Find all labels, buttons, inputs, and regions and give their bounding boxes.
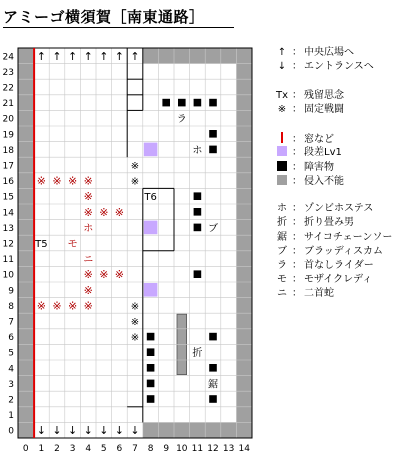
x-axis-label: 8 <box>147 444 154 454</box>
arrow-down-icon: ↓ <box>83 424 93 438</box>
legend-entry <box>274 90 344 102</box>
fixed-battle-mark: ※ <box>52 174 62 188</box>
fixed-battle-mark: ※ <box>83 299 93 313</box>
legend-symbol <box>274 132 290 146</box>
legend-entry <box>274 288 334 300</box>
y-axis-label: 22 <box>2 83 14 94</box>
legend-symbol: Tx <box>275 89 289 101</box>
legend-label: 侵入不能 <box>304 175 344 187</box>
x-axis-label: 9 <box>163 444 170 454</box>
legend-separator: ： <box>292 134 302 146</box>
fixed-battle-mark: ※ <box>83 283 93 297</box>
obstacle-block <box>147 380 155 388</box>
arrow-down-icon: ↓ <box>67 424 78 438</box>
y-axis-label: 0 <box>8 426 14 437</box>
y-axis-label: 20 <box>2 114 14 125</box>
fixed-battle-mark: ※ <box>67 174 78 188</box>
legend-separator: ： <box>292 175 302 187</box>
y-axis-label: 17 <box>2 161 14 172</box>
legend-separator: ： <box>292 217 302 229</box>
arrow-up-icon: ↑ <box>99 49 109 63</box>
obstacle-block <box>209 146 217 154</box>
y-axis-label: 9 <box>8 286 14 297</box>
page-title: アミーゴ横須賀［南東通路］ <box>3 8 205 26</box>
enemy-marker: ラ <box>176 114 187 126</box>
fixed-battle-mark: ※ <box>130 317 140 328</box>
step-cell <box>144 143 158 157</box>
impassable-swatch <box>277 175 287 185</box>
x-axis-label: 7 <box>132 444 138 454</box>
arrow-up-icon: ↑ <box>130 49 140 63</box>
fixed-battle-mark: ※ <box>99 205 109 219</box>
x-axis-label: 1 <box>38 444 45 454</box>
y-axis-label: 18 <box>2 145 14 156</box>
window-swatch <box>281 132 283 143</box>
obstacle-block <box>147 364 155 372</box>
enemy-marker: ホ <box>83 223 94 235</box>
fixed-battle-mark: ※ <box>83 174 93 188</box>
legend-symbol <box>274 161 290 174</box>
x-axis-label: 14 <box>238 444 250 454</box>
obstacle-block <box>162 99 170 107</box>
legend-symbol: ラ <box>277 260 287 271</box>
x-axis-label: 11 <box>191 444 204 454</box>
legend-separator: ： <box>292 47 302 58</box>
legend-entry <box>274 274 372 286</box>
legend-separator: ： <box>292 147 302 159</box>
legend-entry <box>274 246 383 258</box>
legend-label: 折り畳み男 <box>304 217 354 229</box>
impassable-left <box>18 48 34 438</box>
thought-marker: T5 <box>35 239 48 250</box>
y-axis-label: 13 <box>2 223 14 234</box>
x-axis-label: 2 <box>54 444 60 454</box>
legend-separator: ： <box>292 61 302 73</box>
step-cell <box>144 221 158 235</box>
enemy-marker: モ <box>67 239 78 250</box>
fixed-battle-mark: ※ <box>52 299 62 313</box>
legend-separator: ： <box>292 161 302 173</box>
obstacle-block <box>209 130 217 138</box>
arrow-down-icon: ↓ <box>130 424 140 438</box>
y-axis-label: 11 <box>2 255 14 266</box>
legend-symbol <box>274 175 290 188</box>
arrow-up-icon: ↑ <box>67 49 78 63</box>
x-axis-label: 12 <box>207 444 219 454</box>
arrow-down-icon: ↓ <box>114 424 125 438</box>
legend-entry <box>274 104 344 116</box>
fixed-battle-mark: ※ <box>130 332 140 344</box>
arrow-down-icon: ↓ <box>99 424 109 438</box>
legend-symbol <box>274 146 290 159</box>
legend-symbol: モ <box>277 274 287 286</box>
legend-entry <box>274 189 304 201</box>
obstacle-block <box>194 99 202 107</box>
legend-label: 中央広場へ <box>304 47 354 58</box>
fixed-battle-mark: ※ <box>130 161 140 172</box>
legend-label: ブラッディスカム <box>304 245 383 257</box>
legend-label: モザイクレディ <box>304 274 373 286</box>
legend-entry <box>274 260 374 272</box>
fixed-battle-mark: ※ <box>114 268 125 282</box>
legend-entry <box>274 232 392 244</box>
legend-symbol: 鋸 <box>277 231 287 243</box>
enemy-marker: ブ <box>208 223 218 235</box>
legend-label: ゾンビホステス <box>304 203 374 215</box>
arrow-down-icon: ↓ <box>36 424 47 438</box>
y-axis-label: 15 <box>2 192 14 203</box>
obstacle-block <box>178 99 186 107</box>
fixed-battle-mark: ※ <box>36 299 47 313</box>
step-cell <box>144 283 158 297</box>
obstacle-block <box>209 364 217 372</box>
legend-entry <box>274 118 304 130</box>
legend-entry <box>274 175 344 188</box>
legend-separator: ： <box>292 203 302 215</box>
y-axis-label: 21 <box>2 99 14 110</box>
legend-entry <box>274 203 373 215</box>
legend-symbol: ブ <box>277 245 287 257</box>
legend-separator: ： <box>292 89 302 101</box>
y-axis-label: 23 <box>2 67 14 78</box>
x-axis-label: 10 <box>176 444 188 454</box>
legend-label: 段差Lv1 <box>304 147 342 159</box>
obstacle-block <box>209 333 217 341</box>
fixed-battle-mark: ※ <box>99 268 109 282</box>
legend-entry <box>274 47 354 59</box>
legend-entry <box>274 132 334 146</box>
obstacle-block <box>194 270 202 278</box>
x-axis-label: 6 <box>116 444 123 454</box>
obstacle-block <box>194 208 202 216</box>
obstacle-block <box>147 333 155 341</box>
fixed-battle-mark: ※ <box>130 176 140 188</box>
arrow-up-icon: ↑ <box>114 49 125 63</box>
obstacle-block <box>147 348 155 356</box>
y-axis-label: 1 <box>8 411 14 422</box>
legend-entry <box>274 217 354 229</box>
obstacle-block <box>194 224 202 232</box>
x-axis-label: 13 <box>222 444 235 454</box>
fixed-battle-mark: ※ <box>83 205 93 219</box>
x-axis-label: 4 <box>85 444 92 454</box>
fixed-battle-mark: ※ <box>36 174 47 188</box>
legend-entry <box>274 75 304 87</box>
y-axis-label: 4 <box>8 364 14 375</box>
x-axis-label: 0 <box>22 444 29 454</box>
x-axis-label: 5 <box>100 444 107 454</box>
legend-symbol: ホ <box>277 203 287 215</box>
fixed-battle-mark: ※ <box>130 301 140 313</box>
legend-entry <box>274 161 334 174</box>
legend-label: 障害物 <box>304 161 334 173</box>
arrow-up-icon: ↑ <box>52 49 62 63</box>
legend-label: 固定戦闘 <box>304 103 344 115</box>
obstacle-block <box>194 192 202 200</box>
thought-marker: T6 <box>144 192 157 204</box>
impassable-right <box>236 48 252 438</box>
fixed-battle-mark: ※ <box>83 268 93 282</box>
legend-separator: ： <box>292 288 302 300</box>
fixed-battle-mark: ※ <box>67 299 78 313</box>
legend-symbol: ※ <box>277 103 287 115</box>
legend-separator: ： <box>292 260 302 271</box>
legend-symbol: ニ <box>277 288 287 300</box>
legend-symbol: ↑ <box>277 47 287 58</box>
y-axis-label: 19 <box>2 130 14 141</box>
obstacle-block <box>209 99 217 107</box>
enemy-marker: ニ <box>83 254 94 266</box>
enemy-marker: 鋸 <box>208 379 218 391</box>
y-axis-label: 10 <box>2 270 14 281</box>
legend-label: エントランスへ <box>304 61 374 73</box>
arrow-up-icon: ↑ <box>83 49 93 63</box>
arrow-down-icon: ↓ <box>52 424 62 438</box>
legend-symbol: 折 <box>277 217 287 229</box>
legend-entry <box>274 61 374 73</box>
fixed-battle-mark: ※ <box>114 205 125 219</box>
x-axis-label: 3 <box>69 444 76 454</box>
enemy-marker: ホ <box>192 145 203 157</box>
y-axis-label: 5 <box>8 348 14 359</box>
legend-label: 首なしライダー <box>304 260 374 271</box>
legend-separator: ： <box>292 245 302 257</box>
y-axis-label: 6 <box>8 333 14 344</box>
legend-label: 残留思念 <box>304 89 344 101</box>
legend-symbol: ↓ <box>277 61 287 73</box>
obstacle-swatch <box>277 161 287 171</box>
arrow-up-icon: ↑ <box>36 49 47 63</box>
legend-label: 窓など <box>304 134 334 146</box>
obstacle-block <box>209 395 217 403</box>
y-axis-label: 12 <box>2 239 14 250</box>
obstacle-block <box>147 395 155 403</box>
legend-separator: ： <box>292 274 302 286</box>
y-axis-label: 14 <box>2 208 14 219</box>
legend-label: サイコチェーンソー <box>304 231 393 243</box>
y-axis-label: 16 <box>2 177 14 188</box>
enemy-marker: 折 <box>192 348 203 360</box>
legend-separator: ： <box>292 103 302 115</box>
y-axis-label: 2 <box>8 395 14 406</box>
y-axis-label: 3 <box>8 379 14 390</box>
step-swatch <box>277 146 287 156</box>
y-axis-label: 7 <box>8 317 14 328</box>
fixed-battle-mark: ※ <box>83 190 93 204</box>
y-axis-label: 24 <box>2 52 14 63</box>
y-axis-label: 8 <box>8 301 14 312</box>
legend-separator: ： <box>292 231 302 243</box>
legend-label: 二首蛇 <box>304 288 334 300</box>
legend-entry <box>274 146 342 159</box>
